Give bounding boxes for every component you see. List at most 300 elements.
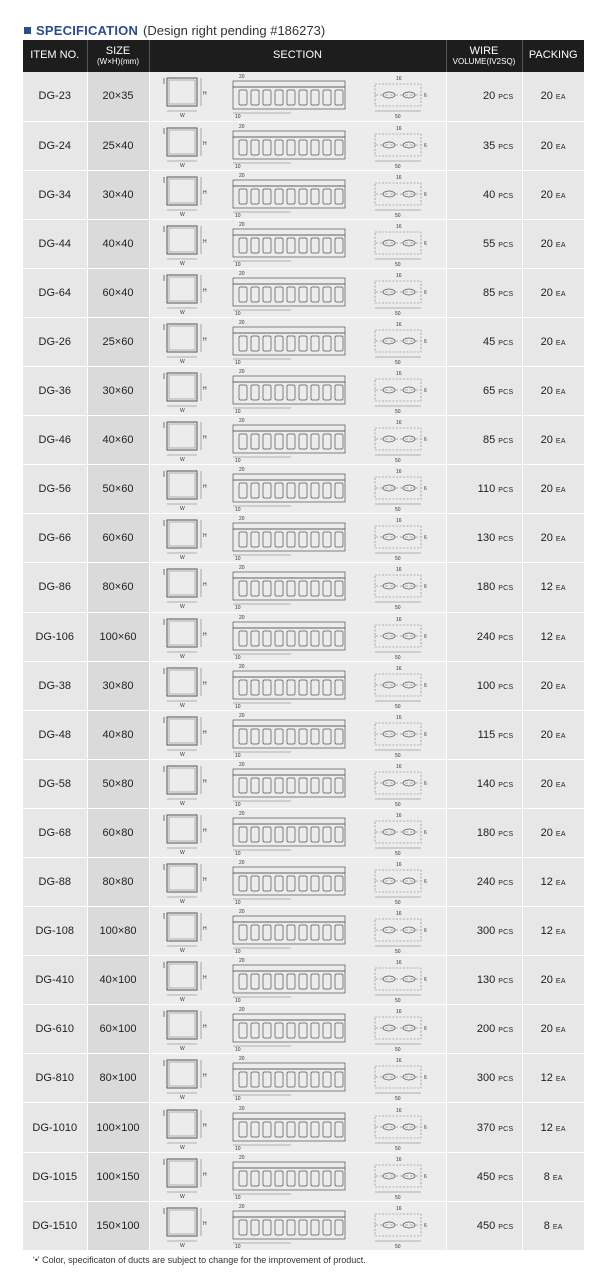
top-view-drawing xyxy=(369,1154,435,1200)
svg-text:50: 50 xyxy=(394,703,401,709)
table-row xyxy=(23,956,584,1005)
side-view-drawing xyxy=(231,663,347,709)
svg-text:50: 50 xyxy=(394,654,401,660)
section-cell xyxy=(149,661,446,710)
size-cell: 30×60 xyxy=(87,367,149,416)
table-body xyxy=(23,72,584,1250)
wire-volume-cell xyxy=(446,1201,522,1250)
svg-text:16: 16 xyxy=(395,223,402,230)
svg-text:10: 10 xyxy=(234,850,241,856)
svg-text:6: 6 xyxy=(423,1222,427,1229)
svg-text:10: 10 xyxy=(234,900,241,906)
table-row xyxy=(23,121,584,170)
svg-text:10: 10 xyxy=(234,163,241,169)
packing-value: 12 xyxy=(540,925,553,938)
svg-text:W: W xyxy=(179,457,185,463)
cross-section-drawing xyxy=(161,467,209,511)
size-cell: 80×80 xyxy=(87,858,149,907)
cross-section-drawing xyxy=(161,1106,209,1150)
packing-cell xyxy=(522,661,584,710)
packing-value: 20 xyxy=(540,385,553,398)
table-row xyxy=(23,1152,584,1201)
size-cell: 40×80 xyxy=(87,710,149,759)
top-view-drawing xyxy=(369,172,435,218)
svg-text:50: 50 xyxy=(394,261,401,267)
top-view-drawing xyxy=(369,663,435,709)
table-row xyxy=(23,808,584,857)
section-cell xyxy=(149,858,446,907)
svg-text:6: 6 xyxy=(423,437,427,444)
wire-volume-value: 55 xyxy=(482,237,496,250)
top-view-drawing xyxy=(369,123,435,169)
svg-text:20: 20 xyxy=(238,369,245,376)
side-view-drawing xyxy=(231,270,347,316)
top-view-drawing xyxy=(369,466,435,512)
item-no-cell: DG-34 xyxy=(23,170,87,219)
svg-text:W: W xyxy=(179,506,185,512)
wire-volume-value: 200 xyxy=(476,1023,496,1036)
packing-unit: EA xyxy=(555,1076,566,1084)
svg-text:W: W xyxy=(179,948,185,954)
col-size xyxy=(87,40,149,72)
side-view-drawing xyxy=(231,859,347,905)
svg-text:20: 20 xyxy=(238,123,245,130)
svg-text:16: 16 xyxy=(395,763,402,770)
top-view-drawing xyxy=(369,73,435,119)
svg-text:50: 50 xyxy=(394,1047,401,1053)
svg-text:W: W xyxy=(179,800,185,806)
svg-text:W: W xyxy=(179,408,185,414)
section-cell xyxy=(149,808,446,857)
size-cell: 100×80 xyxy=(87,907,149,956)
item-no-cell: DG-1015 xyxy=(23,1152,87,1201)
svg-text:10: 10 xyxy=(234,654,241,660)
wire-volume-unit: PCS xyxy=(498,732,514,740)
packing-unit: EA xyxy=(555,1125,566,1133)
wire-volume-unit: PCS xyxy=(498,192,514,200)
packing-unit: EA xyxy=(555,978,566,986)
table-row xyxy=(23,612,584,661)
svg-text:10: 10 xyxy=(234,801,241,807)
side-view-drawing xyxy=(231,466,347,512)
svg-text:6: 6 xyxy=(423,142,427,149)
top-view-drawing xyxy=(369,515,435,561)
svg-text:50: 50 xyxy=(394,409,401,415)
svg-text:20: 20 xyxy=(238,418,245,425)
svg-text:10: 10 xyxy=(234,360,241,366)
svg-text:20: 20 xyxy=(238,1007,245,1014)
svg-text:20: 20 xyxy=(238,1105,245,1112)
svg-text:H: H xyxy=(202,287,207,294)
svg-text:16: 16 xyxy=(395,1107,402,1114)
side-view-drawing xyxy=(231,515,347,561)
packing-value: 8 xyxy=(543,1170,550,1183)
packing-cell xyxy=(522,612,584,661)
svg-text:6: 6 xyxy=(423,879,427,886)
wire-volume-cell xyxy=(446,219,522,268)
item-no-cell: DG-44 xyxy=(23,219,87,268)
table-row xyxy=(23,170,584,219)
svg-text:6: 6 xyxy=(423,240,427,247)
packing-value: 20 xyxy=(540,336,553,349)
item-no-cell: DG-1510 xyxy=(23,1201,87,1250)
side-view-drawing xyxy=(231,319,347,365)
svg-text:20: 20 xyxy=(238,909,245,916)
svg-text:10: 10 xyxy=(234,409,241,415)
size-cell: 30×40 xyxy=(87,170,149,219)
spec-title xyxy=(24,20,325,40)
packing-value: 20 xyxy=(540,434,553,447)
svg-text:16: 16 xyxy=(395,174,402,181)
svg-text:H: H xyxy=(202,582,207,589)
svg-text:6: 6 xyxy=(423,1026,427,1033)
svg-text:16: 16 xyxy=(395,911,402,918)
packing-cell xyxy=(522,1201,584,1250)
wire-volume-cell xyxy=(446,661,522,710)
top-view-drawing xyxy=(369,270,435,316)
cross-section-drawing xyxy=(161,418,209,462)
packing-cell xyxy=(522,1152,584,1201)
wire-volume-cell xyxy=(446,121,522,170)
svg-text:6: 6 xyxy=(423,535,427,542)
svg-text:H: H xyxy=(202,533,207,540)
svg-text:50: 50 xyxy=(394,114,401,120)
section-cell xyxy=(149,907,446,956)
wire-volume-value: 130 xyxy=(476,974,496,987)
top-view-drawing xyxy=(369,908,435,954)
size-cell: 100×150 xyxy=(87,1152,149,1201)
svg-text:16: 16 xyxy=(395,665,402,672)
packing-unit: EA xyxy=(555,290,566,298)
packing-value: 20 xyxy=(540,139,553,152)
packing-value: 20 xyxy=(540,777,553,790)
wire-volume-value: 450 xyxy=(476,1219,496,1232)
item-no-cell: DG-38 xyxy=(23,661,87,710)
svg-text:W: W xyxy=(179,1095,185,1101)
svg-text:W: W xyxy=(179,359,185,365)
svg-text:W: W xyxy=(179,702,185,708)
svg-text:6: 6 xyxy=(423,780,427,787)
svg-text:20: 20 xyxy=(238,516,245,523)
size-cell: 25×60 xyxy=(87,317,149,366)
svg-text:H: H xyxy=(202,386,207,393)
section-cell xyxy=(149,465,446,514)
table-row xyxy=(23,465,584,514)
item-no-cell: DG-58 xyxy=(23,759,87,808)
packing-value: 12 xyxy=(540,581,553,594)
svg-text:W: W xyxy=(179,1193,185,1199)
svg-text:50: 50 xyxy=(394,801,401,807)
side-view-drawing xyxy=(231,221,347,267)
section-cell xyxy=(149,710,446,759)
packing-unit: EA xyxy=(555,438,566,446)
packing-unit: EA xyxy=(555,929,566,937)
section-cell xyxy=(149,563,446,612)
wire-volume-unit: PCS xyxy=(498,1076,514,1084)
section-cell xyxy=(149,219,446,268)
svg-text:W: W xyxy=(179,113,185,119)
svg-text:50: 50 xyxy=(394,900,401,906)
svg-text:50: 50 xyxy=(394,507,401,513)
wire-volume-unit: PCS xyxy=(498,290,514,298)
svg-text:50: 50 xyxy=(394,458,401,464)
wire-volume-cell xyxy=(446,1152,522,1201)
packing-unit: EA xyxy=(555,781,566,789)
wire-volume-value: 110 xyxy=(477,483,496,496)
packing-value: 8 xyxy=(543,1219,550,1232)
table-row xyxy=(23,72,584,121)
wire-volume-unit: PCS xyxy=(498,830,514,838)
size-cell: 50×60 xyxy=(87,465,149,514)
item-no-cell: DG-610 xyxy=(23,1005,87,1054)
packing-cell xyxy=(522,1054,584,1103)
svg-text:50: 50 xyxy=(394,360,401,366)
cross-section-drawing xyxy=(161,762,209,806)
packing-value: 12 xyxy=(540,876,553,889)
wire-volume-value: 85 xyxy=(482,286,496,299)
section-cell xyxy=(149,317,446,366)
svg-text:16: 16 xyxy=(395,1205,402,1212)
svg-text:16: 16 xyxy=(395,76,402,83)
svg-text:16: 16 xyxy=(395,420,402,427)
table-row xyxy=(23,367,584,416)
wire-volume-unit: PCS xyxy=(498,978,514,986)
section-cell xyxy=(149,759,446,808)
wire-volume-cell xyxy=(446,907,522,956)
svg-text:10: 10 xyxy=(234,605,241,611)
wire-volume-cell xyxy=(446,759,522,808)
packing-unit: EA xyxy=(555,536,566,544)
side-view-drawing xyxy=(231,1154,347,1200)
side-view-drawing xyxy=(231,417,347,463)
svg-text:10: 10 xyxy=(234,556,241,562)
wire-volume-cell xyxy=(446,317,522,366)
packing-unit: EA xyxy=(552,1174,563,1182)
size-cell: 80×100 xyxy=(87,1054,149,1103)
cross-section-drawing xyxy=(161,713,209,757)
packing-value: 12 xyxy=(540,1072,553,1085)
table-row xyxy=(23,219,584,268)
wire-volume-value: 240 xyxy=(476,876,496,889)
wire-volume-unit: PCS xyxy=(498,536,514,544)
wire-volume-value: 115 xyxy=(477,728,496,741)
item-no-cell: DG-26 xyxy=(23,317,87,366)
section-cell xyxy=(149,514,446,563)
wire-volume-value: 130 xyxy=(476,532,496,545)
svg-text:50: 50 xyxy=(394,850,401,856)
packing-unit: EA xyxy=(555,389,566,397)
svg-text:H: H xyxy=(202,778,207,785)
packing-unit: EA xyxy=(552,1223,563,1231)
packing-unit: EA xyxy=(555,830,566,838)
wire-volume-value: 65 xyxy=(482,385,496,398)
item-no-cell: DG-46 xyxy=(23,416,87,465)
wire-volume-value: 100 xyxy=(476,679,496,692)
wire-volume-cell xyxy=(446,268,522,317)
svg-text:W: W xyxy=(179,1144,185,1150)
side-view-drawing xyxy=(231,564,347,610)
svg-text:50: 50 xyxy=(394,1096,401,1102)
col-size-label: SIZE xyxy=(105,45,131,58)
svg-text:W: W xyxy=(179,653,185,659)
item-no-cell: DG-64 xyxy=(23,268,87,317)
svg-text:6: 6 xyxy=(423,486,427,493)
col-wire-label: WIRE xyxy=(469,45,499,58)
svg-text:10: 10 xyxy=(234,212,241,218)
section-cell xyxy=(149,1005,446,1054)
table-row xyxy=(23,563,584,612)
packing-value: 20 xyxy=(540,188,553,201)
wire-volume-cell xyxy=(446,710,522,759)
packing-cell xyxy=(522,514,584,563)
svg-text:H: H xyxy=(202,926,207,933)
svg-text:W: W xyxy=(179,309,185,315)
svg-text:10: 10 xyxy=(234,1194,241,1200)
svg-text:H: H xyxy=(202,435,207,442)
wire-volume-unit: PCS xyxy=(498,929,514,937)
item-no-cell: DG-23 xyxy=(23,72,87,121)
packing-value: 20 xyxy=(540,728,553,741)
svg-text:6: 6 xyxy=(423,339,427,346)
cross-section-drawing xyxy=(161,369,209,413)
wire-volume-unit: PCS xyxy=(498,241,514,249)
svg-text:6: 6 xyxy=(423,682,427,689)
packing-cell xyxy=(522,219,584,268)
section-cell xyxy=(149,612,446,661)
packing-cell xyxy=(522,759,584,808)
svg-text:16: 16 xyxy=(395,322,402,329)
page-title: SPECIFICATION xyxy=(36,22,139,38)
top-view-drawing xyxy=(369,319,435,365)
wire-volume-unit: PCS xyxy=(498,94,514,102)
cross-section-drawing xyxy=(161,664,209,708)
cross-section-drawing xyxy=(161,909,209,953)
svg-text:10: 10 xyxy=(234,703,241,709)
section-cell xyxy=(149,416,446,465)
svg-text:H: H xyxy=(202,484,207,491)
item-no-cell: DG-410 xyxy=(23,956,87,1005)
col-wire-unit: VOLUME(IV2SQ) xyxy=(452,56,516,66)
packing-unit: EA xyxy=(555,340,566,348)
svg-text:20: 20 xyxy=(238,663,245,670)
svg-text:10: 10 xyxy=(234,261,241,267)
svg-text:16: 16 xyxy=(395,518,402,525)
svg-text:50: 50 xyxy=(394,605,401,611)
section-cell xyxy=(149,956,446,1005)
item-no-cell: DG-1010 xyxy=(23,1103,87,1152)
svg-text:10: 10 xyxy=(234,507,241,513)
svg-text:20: 20 xyxy=(238,467,245,474)
table-row xyxy=(23,317,584,366)
wire-volume-unit: PCS xyxy=(498,880,514,888)
wire-volume-value: 370 xyxy=(476,1121,496,1134)
svg-text:H: H xyxy=(202,729,207,736)
top-view-drawing xyxy=(369,368,435,414)
svg-text:W: W xyxy=(179,849,185,855)
wire-volume-cell xyxy=(446,612,522,661)
wire-volume-value: 240 xyxy=(476,630,496,643)
svg-text:6: 6 xyxy=(423,1075,427,1082)
top-view-drawing xyxy=(369,221,435,267)
svg-text:50: 50 xyxy=(394,556,401,562)
svg-text:20: 20 xyxy=(238,810,245,817)
size-cell: 50×80 xyxy=(87,759,149,808)
table-row xyxy=(23,514,584,563)
wire-volume-unit: PCS xyxy=(498,781,514,789)
wire-volume-unit: PCS xyxy=(498,340,514,348)
svg-text:20: 20 xyxy=(238,270,245,277)
section-cell xyxy=(149,72,446,121)
side-view-drawing xyxy=(231,1105,347,1151)
svg-text:20: 20 xyxy=(238,221,245,228)
svg-text:16: 16 xyxy=(395,272,402,279)
svg-text:W: W xyxy=(179,162,185,168)
item-no-cell: DG-68 xyxy=(23,808,87,857)
wire-volume-value: 300 xyxy=(476,925,496,938)
svg-text:H: H xyxy=(202,1171,207,1178)
wire-volume-cell xyxy=(446,1054,522,1103)
side-view-drawing xyxy=(231,172,347,218)
svg-text:W: W xyxy=(179,1046,185,1052)
packing-value: 12 xyxy=(540,630,553,643)
cross-section-drawing xyxy=(161,1007,209,1051)
cross-section-drawing xyxy=(161,1204,209,1248)
svg-text:H: H xyxy=(202,1220,207,1227)
svg-text:H: H xyxy=(202,975,207,982)
svg-text:16: 16 xyxy=(395,616,402,623)
svg-text:10: 10 xyxy=(234,1243,241,1249)
svg-text:6: 6 xyxy=(423,1124,427,1131)
svg-text:6: 6 xyxy=(423,388,427,395)
svg-text:H: H xyxy=(202,189,207,196)
packing-value: 12 xyxy=(540,1121,553,1134)
table-header-row xyxy=(23,40,584,72)
svg-text:6: 6 xyxy=(423,584,427,591)
packing-value: 20 xyxy=(540,237,553,250)
table-row xyxy=(23,1005,584,1054)
packing-cell xyxy=(522,465,584,514)
wire-volume-value: 450 xyxy=(476,1170,496,1183)
side-view-drawing xyxy=(231,1055,347,1101)
svg-text:20: 20 xyxy=(238,320,245,327)
top-view-drawing xyxy=(369,1055,435,1101)
packing-cell xyxy=(522,72,584,121)
svg-text:10: 10 xyxy=(234,949,241,955)
wire-volume-cell xyxy=(446,514,522,563)
wire-volume-cell xyxy=(446,367,522,416)
packing-unit: EA xyxy=(555,880,566,888)
table-row xyxy=(23,661,584,710)
svg-text:H: H xyxy=(202,1073,207,1080)
svg-text:10: 10 xyxy=(234,1096,241,1102)
section-cell xyxy=(149,1152,446,1201)
item-no-cell: DG-48 xyxy=(23,710,87,759)
svg-text:50: 50 xyxy=(394,163,401,169)
packing-cell xyxy=(522,1103,584,1152)
wire-volume-value: 300 xyxy=(476,1072,496,1085)
svg-text:W: W xyxy=(179,899,185,905)
size-cell: 60×60 xyxy=(87,514,149,563)
svg-text:H: H xyxy=(202,631,207,638)
svg-text:6: 6 xyxy=(423,1173,427,1180)
item-no-cell: DG-36 xyxy=(23,367,87,416)
svg-text:W: W xyxy=(179,211,185,217)
table-row xyxy=(23,416,584,465)
packing-unit: EA xyxy=(555,683,566,691)
side-view-drawing xyxy=(231,368,347,414)
wire-volume-value: 140 xyxy=(476,777,496,790)
wire-volume-value: 85 xyxy=(482,434,496,447)
